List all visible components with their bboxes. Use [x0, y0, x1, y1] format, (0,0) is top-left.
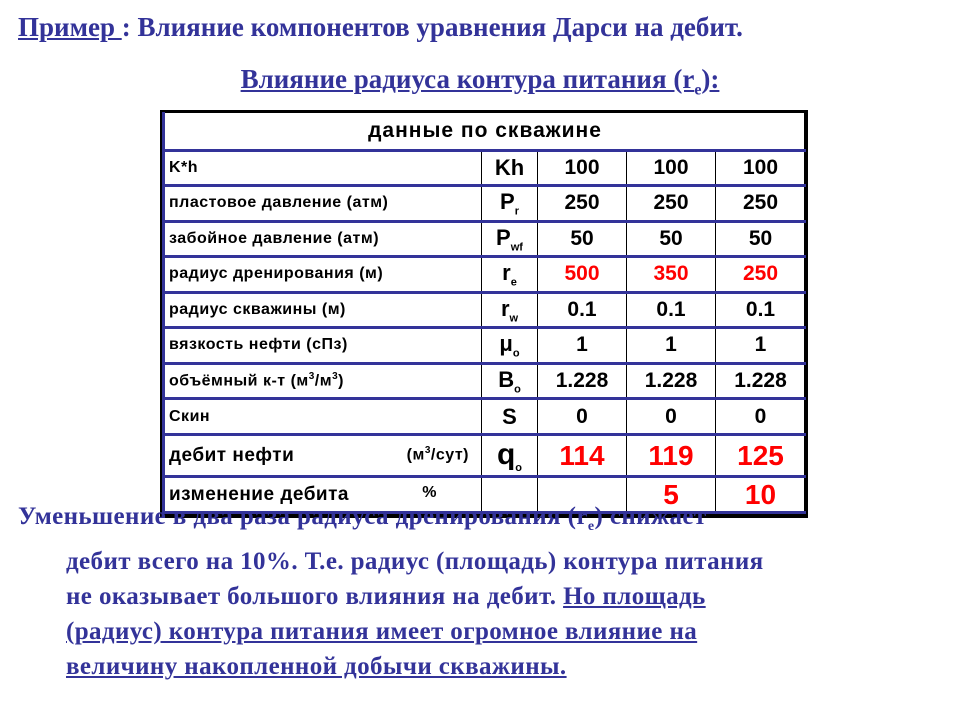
- cell-value-1: 114: [538, 434, 627, 477]
- table-row-bottomhole-pressure: [164, 221, 806, 257]
- cell-value-3: 100: [716, 150, 806, 186]
- table-row-drainage-radius: [164, 257, 806, 293]
- cell-value-1: 500: [538, 257, 627, 293]
- cell-value-2: 119: [627, 434, 716, 477]
- conclusion-line-1: Уменьшение в два раза радиуса дренирования $(r_e)$ снижает: [18, 503, 707, 534]
- row-label: дебит нефти $(м^3/сут)$: [164, 434, 482, 477]
- table-row-kh: [164, 150, 806, 186]
- cell-value-2: 0.1: [627, 292, 716, 328]
- cell-value-3: 125: [716, 434, 806, 477]
- row-symbol: S: [482, 399, 538, 435]
- row-symbol: Kh: [482, 150, 538, 186]
- row-symbol: $r_w$: [482, 292, 538, 328]
- cell-value-3: 0: [716, 399, 806, 435]
- row-symbol: $P_{wf}$: [482, 221, 538, 257]
- row-label: вязкость нефти (сПз): [164, 328, 482, 364]
- cell-value-2: 350: [627, 257, 716, 293]
- slide-subtitle: [0, 64, 960, 99]
- table-row-oil-viscosity: [164, 328, 806, 364]
- row-label: Скин: [164, 399, 482, 435]
- row-label: объёмный к-т $(м^3/м^3)$: [164, 363, 482, 399]
- cell-value-2: 1.228: [627, 363, 716, 399]
- cell-value-1: 100: [538, 150, 627, 186]
- row-label: радиус скважины (м): [164, 292, 482, 328]
- cell-value-1: 250: [538, 186, 627, 222]
- cell-value-3: 1: [716, 328, 806, 364]
- subtitle-text: Влияние радиуса контура питания (r: [240, 64, 695, 94]
- cell-value-3: 1.228: [716, 363, 806, 399]
- row-label: K*h: [164, 150, 482, 186]
- row-label: изменение дебита %: [164, 477, 482, 513]
- row-label: радиус дренирования (м): [164, 257, 482, 293]
- cell-value-3: 50: [716, 221, 806, 257]
- row-symbol: $B_o$: [482, 363, 538, 399]
- cell-value-1: 0.1: [538, 292, 627, 328]
- subtitle-sub: e: [694, 81, 702, 99]
- table-row-well-radius: [164, 292, 806, 328]
- rate-unit: $(м^3/сут)$: [406, 444, 469, 463]
- cell-value-1: 1.228: [538, 363, 627, 399]
- subtitle-end: ):: [701, 64, 720, 94]
- cell-value-3: 10: [716, 477, 806, 513]
- cell-value-2: 0: [627, 399, 716, 435]
- cell-value-2: 250: [627, 186, 716, 222]
- row-label: пластовое давление (атм): [164, 186, 482, 222]
- well-data-table: [160, 110, 808, 518]
- table-row-skin: [164, 399, 806, 435]
- cell-value-3: 250: [716, 186, 806, 222]
- table-header: данные по скважине: [164, 113, 806, 151]
- row-symbol: $P_r$: [482, 186, 538, 222]
- table-row-reservoir-pressure: [164, 186, 806, 222]
- cell-value-2: 1: [627, 328, 716, 364]
- cell-value-1: 1: [538, 328, 627, 364]
- row-symbol: $\mu_o$: [482, 328, 538, 364]
- cell-value-2: 100: [627, 150, 716, 186]
- conclusion-line-5: величину накопленной добычи скважины.: [66, 653, 567, 680]
- table-row-oil-rate: [164, 434, 806, 477]
- cell-value-2: 50: [627, 221, 716, 257]
- conclusion-text: [18, 499, 918, 684]
- table-row-volume-factor: [164, 363, 806, 399]
- row-symbol: $r_e$: [482, 257, 538, 293]
- cell-value-1: 50: [538, 221, 627, 257]
- conclusion-line-4: (радиус) контура питания имеет огромное влияние на: [66, 618, 698, 645]
- row-symbol: $q_o$: [482, 434, 538, 477]
- conclusion-line-2: дебит всего на 10%. Т.е. радиус (площадь) контура питания: [66, 548, 764, 575]
- row-label: забойное давление (атм): [164, 221, 482, 257]
- title-rest: : Влияние компонентов уравнения Дарси на дебит.: [121, 12, 743, 42]
- conclusion-line-3: не оказывает большого влияния на дебит. Но площадь: [66, 583, 706, 610]
- cell-value-1: 0: [538, 399, 627, 435]
- title-prefix: Пример: [18, 12, 122, 42]
- cell-value-3: 0.1: [716, 292, 806, 328]
- slide-title: [18, 12, 743, 43]
- change-unit: %: [422, 483, 437, 501]
- cell-value-3: 250: [716, 257, 806, 293]
- cell-value-2: 5: [627, 477, 716, 513]
